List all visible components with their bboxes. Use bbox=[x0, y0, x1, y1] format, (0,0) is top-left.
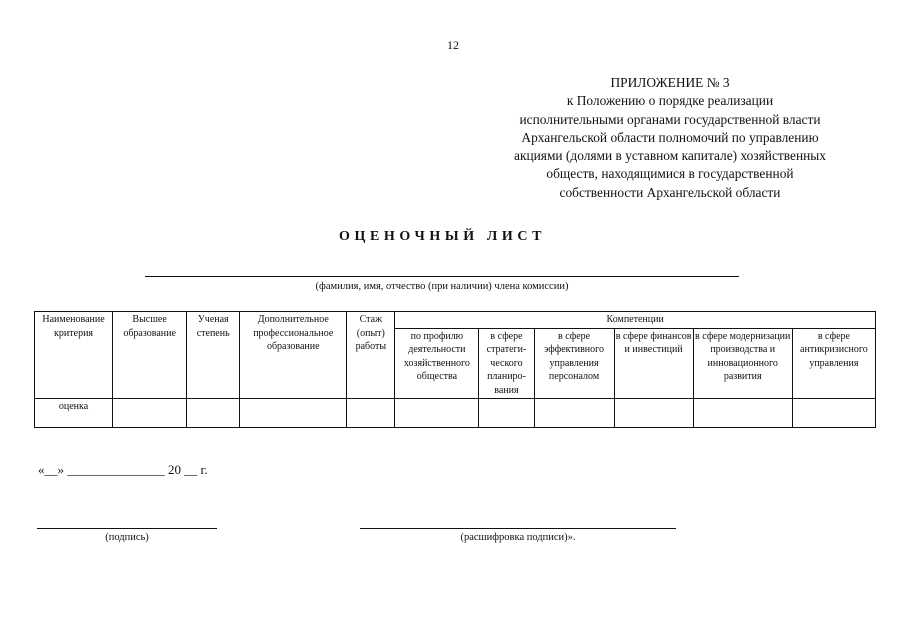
competency-header: в сфере антикризисного управления bbox=[792, 328, 875, 399]
competency-header: в сфере эффективного управления персоналом bbox=[534, 328, 614, 399]
competency-header: по профилю деятельности хозяйственного общества bbox=[395, 328, 479, 399]
date-line: «__» _______________ 20 __ г. bbox=[38, 462, 208, 477]
competency-header: в сфере финансов и инвестиций bbox=[614, 328, 693, 399]
score-cell[interactable] bbox=[395, 399, 479, 428]
appendix-line: Архангельской области полномочий по управлению bbox=[521, 129, 819, 145]
signature-decoding-line bbox=[360, 528, 676, 529]
appendix-header bbox=[470, 74, 870, 202]
signature-caption: (подпись) bbox=[105, 532, 149, 543]
column-header-higher-education: Высшее образование bbox=[113, 312, 187, 399]
score-cell[interactable] bbox=[693, 399, 792, 428]
column-header-academic-degree: Ученая степень bbox=[187, 312, 240, 399]
signature-line bbox=[37, 528, 217, 529]
appendix-line: акциями (долями в уставном капитале) хозяйственных bbox=[514, 148, 826, 164]
signature-decoding-caption: (расшифровка подписи)». bbox=[460, 532, 576, 543]
document-title: ОЦЕНОЧНЫЙ ЛИСТ bbox=[338, 229, 547, 244]
evaluation-table bbox=[34, 311, 876, 428]
competency-header: в сфере модернизации производства и инновационного развития bbox=[693, 328, 792, 399]
row-label-score: оценка bbox=[35, 399, 113, 428]
page-number: 12 bbox=[447, 38, 459, 52]
column-header-competencies: Компетенции bbox=[395, 312, 876, 329]
column-header-criterion-name: Наименование критерия bbox=[35, 312, 113, 399]
score-cell[interactable] bbox=[479, 399, 534, 428]
score-cell[interactable] bbox=[614, 399, 693, 428]
column-header-additional-education: Дополнительное профессиональное образование bbox=[240, 312, 347, 399]
score-cell[interactable] bbox=[113, 399, 187, 428]
score-cell[interactable] bbox=[347, 399, 395, 428]
score-cell[interactable] bbox=[240, 399, 347, 428]
score-cell[interactable] bbox=[792, 399, 875, 428]
member-name-line bbox=[145, 276, 739, 277]
competency-header: в сфере стратеги-ческого планиро-вания bbox=[479, 328, 534, 399]
appendix-title: ПРИЛОЖЕНИЕ № 3 bbox=[610, 75, 730, 90]
score-cell[interactable] bbox=[187, 399, 240, 428]
appendix-line: исполнительными органами государственной власти bbox=[519, 111, 821, 127]
column-header-experience: Стаж (опыт) работы bbox=[347, 312, 395, 399]
member-name-caption: (фамилия, имя, отчество (при наличии) члена комиссии) bbox=[315, 281, 569, 292]
appendix-line: обществ, находящимися в государственной bbox=[546, 166, 794, 182]
appendix-line: к Положению о порядке реализации bbox=[566, 93, 774, 109]
appendix-line: собственности Архангельской области bbox=[559, 184, 781, 200]
score-cell[interactable] bbox=[534, 399, 614, 428]
